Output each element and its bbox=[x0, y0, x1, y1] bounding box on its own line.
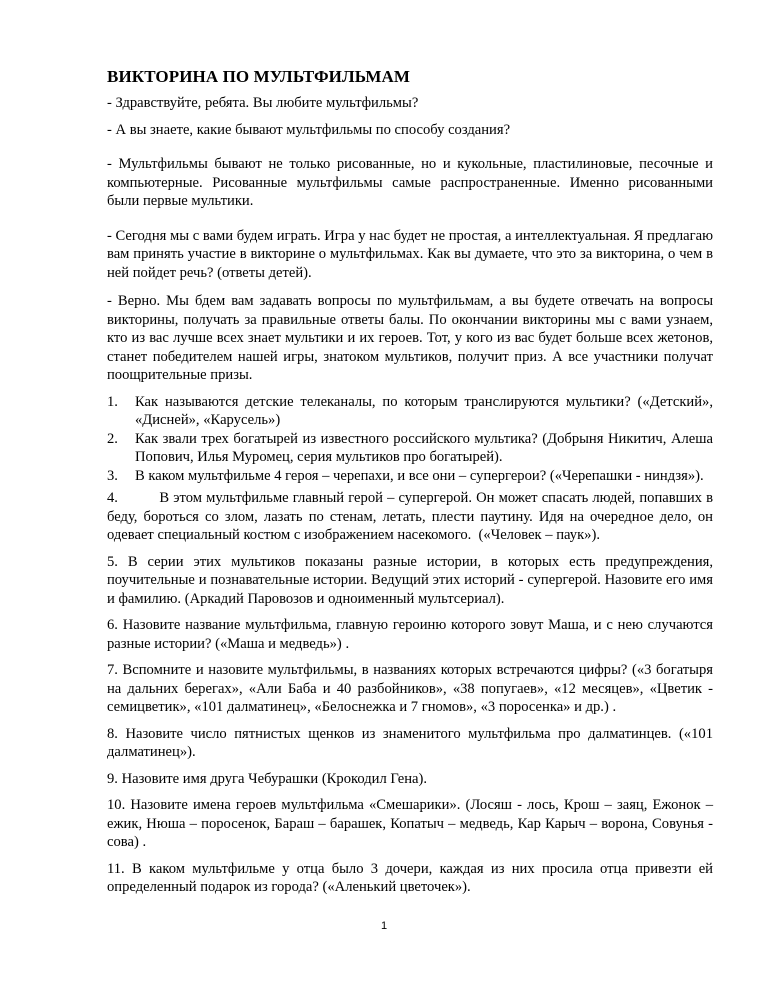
page-number: 1 bbox=[380, 920, 388, 932]
list-item bbox=[107, 467, 713, 486]
question-6: 6. Назовите название мультфильма, главную героиню которого зовут Маша, и с нею случаются разные истории? («Маша и медведь») . bbox=[107, 617, 713, 652]
question-9: 9. Назовите имя друга Чебурашки (Крокодил Гена). bbox=[107, 770, 427, 787]
question-8: 8. Назовите число пятнистых щенков из знаменитого мультфильма про далматинцев. («101 далматинец»). bbox=[107, 725, 713, 760]
question-10: 10. Назовите имена героев мультфильма «Смешарики». (Лосяш - лось, Крош – заяц, Ежонок – ежик, Нюша – поросенок, Бараш – барашек, Копатыч – медведь, Кар Карыч – ворона, Совунья - сова) . bbox=[107, 797, 713, 850]
intro-rules: - Верно. Мы бдем вам задавать вопросы по мультфильмам, а вы будете отвечать на вопросы викторины, получать за правильные ответы балы. По окончании викторины мы с вами узнаем, кто из вас лучше всех знает мультики и их героев. Тот, у кого из вас будет больше всех жетонов, станет победителем нашей игры, знатоком мультиков, получит приз. А все участники получат поощрительные призы. bbox=[107, 293, 713, 383]
question-11: 11. В каком мультфильме у отца было 3 дочери, каждая из них просила отца привезти ей определенный подарок из города? («Аленький цветочек»). bbox=[107, 860, 713, 895]
list-item-number: 3. bbox=[107, 467, 118, 484]
intro-greeting: - Здравствуйте, ребята. Вы любите мультфильмы? bbox=[107, 95, 419, 111]
question-4: 4. В этом мультфильме главный герой – супергерой. Он может спасать людей, попавших в беду, бороться со злом, лазать по стенам, летать, плести паутину. Идя на очередное дело, он одевает специальный костюм с изображением насекомого. («Человек – паук»). bbox=[107, 490, 717, 543]
intro-types: - Мультфильмы бывают не только рисованные, но и кукольные, пластилиновые, песочные и компьютерные. Рисованные мультфильмы самые распространенные. Именно рисованными были первые мультики. bbox=[107, 156, 713, 209]
list-item-number: 1. bbox=[107, 393, 118, 410]
list-item-text: Как звали трех богатырей из известного российского мультика? (Добрыня Никитич, Алеша Попович, Илья Муромец, серия мультиков про богатырей). bbox=[135, 430, 713, 465]
list-item-text: В каком мультфильме 4 героя – черепахи, и все они – супергерои? («Черепашки - ниндзя»). bbox=[135, 467, 704, 484]
intro-game: - Сегодня мы с вами будем играть. Игра у нас будет не простая, а интеллектуальная. Я предлагаю вам принять участие в викторине о мультфильмах. Как вы думаете, что это за викторина, о чем в ней пойдет речь? (ответы детей). bbox=[107, 227, 713, 281]
list-item bbox=[107, 393, 713, 430]
question-7: 7. Вспомните и назовите мультфильмы, в названиях которых встречаются цифры? («3 богатыря на дальних берегах», «Али Баба и 40 разбойников», «38 попугаев», «12 месяцев», «Цветик - семицветик», «101 далматинец», «Белоснежка и 7 гномов», «3 поросенка» и др.) . bbox=[107, 662, 713, 715]
question-5: 5. В серии этих мультиков показаны разные истории, в которых есть предупреждения, поучительные и познавательные истории. Ведущий этих историй - супергерой. Назовите его имя и фамилию. (Аркадий Паровозов и одноименный мультсериал). bbox=[107, 553, 713, 607]
document-page bbox=[107, 66, 717, 905]
question-list bbox=[107, 393, 713, 486]
list-item bbox=[107, 430, 713, 467]
list-item-text: Как называются детские телеканалы, по которым транслируются мультики? («Детский», «Дисней», «Карусель») bbox=[135, 393, 713, 428]
list-item-number: 2. bbox=[107, 430, 118, 447]
intro-question: - А вы знаете, какие бывают мультфильмы по способу создания? bbox=[107, 121, 511, 138]
document-title: ВИКТОРИНА ПО МУЛЬТФИЛЬМАМ bbox=[107, 67, 411, 86]
